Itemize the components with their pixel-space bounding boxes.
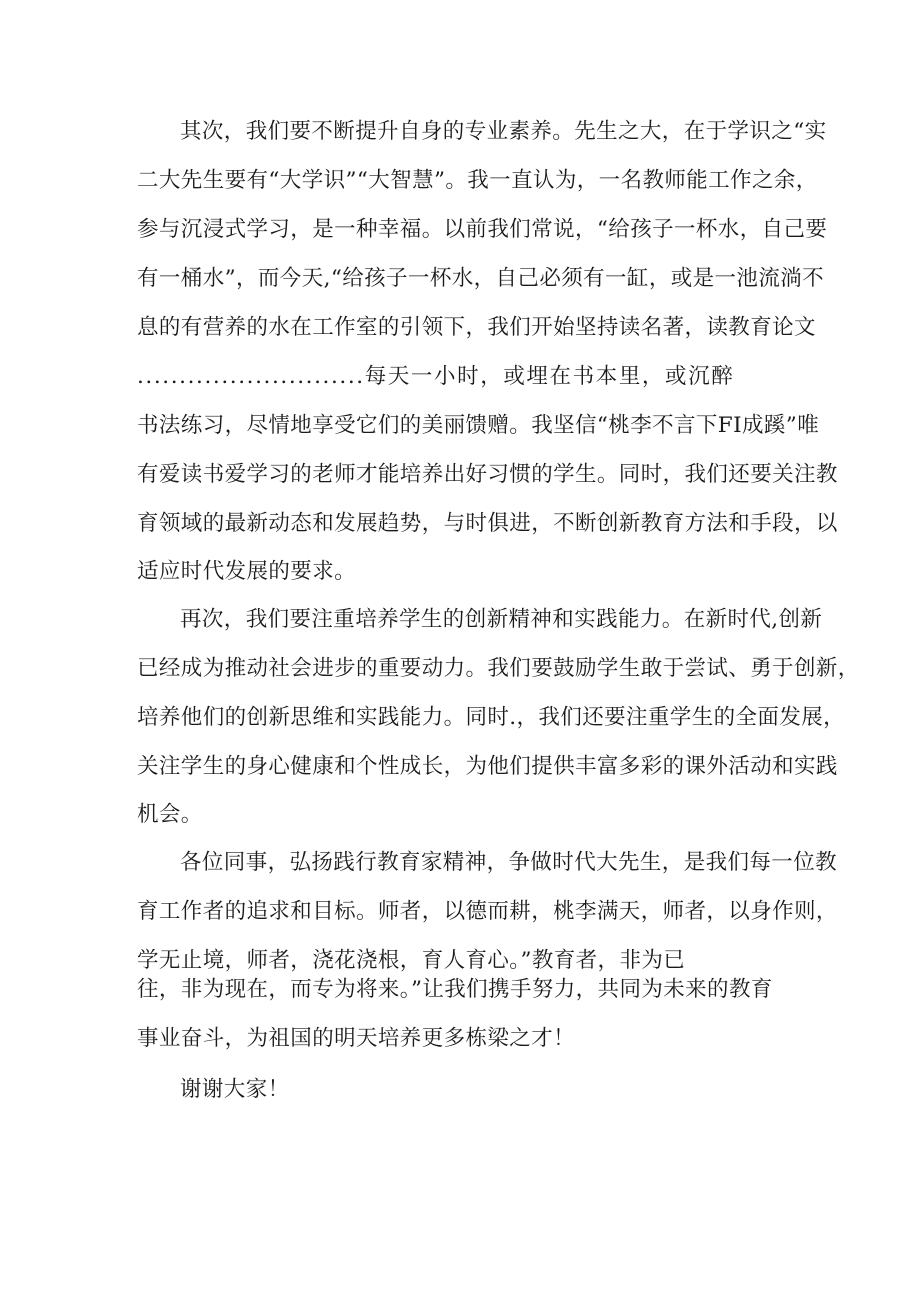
paragraph-1-line-5: 息的有营养的水在工作室的引领下，我们开始坚持读名著，读教育论文 [137, 315, 816, 340]
paragraph-3-line-1: 各位同事，弘扬践行教育家精神，争做时代大先生，是我们每一位教 [180, 850, 838, 875]
paragraph-1-line-6: ...........................每天一小时，或埋在书本里，或沉醉 [137, 364, 735, 389]
paragraph-1-line-4: 有一桶水”，而今天,“给孩子一杯水，自己必须有一缸，或是一池流淌不 [137, 266, 825, 291]
paragraph-1-line-10: 适应时代发展的要求。 [137, 559, 357, 584]
paragraph-2-line-5: 机会。 [137, 802, 203, 827]
paragraph-2-line-2: 已经成为推动社会进步的重要动力。我们要鼓励学生敢于尝试、勇于创新， [137, 656, 860, 681]
paragraph-2-line-3: 培养他们的创新思维和实践能力。同时.，我们还要注重学生的全面发展， [137, 705, 846, 730]
paragraph-1-line-8: 有爱读书爱学习的老师才能培养出好习惯的学生。同时，我们还要关注教 [137, 462, 838, 487]
paragraph-3-line-2: 育工作者的追求和目标。师者，以德而耕，桃李满天，师者，以身作则， [137, 899, 838, 924]
paragraph-2-line-1: 再次，我们要注重培养学生的创新精神和实践能力。在新时代,创新 [180, 607, 823, 632]
closing-thanks: 谢谢大家！ [180, 1077, 290, 1102]
paragraph-3-line-5: 事业奋斗，为祖国的明天培养更多栋梁之才！ [137, 1026, 576, 1051]
paragraph-1-line-2: 二大先生要有“大学识”“大智慧”。我一直认为，一名教师能工作之余， [137, 168, 818, 193]
paragraph-1-line-1: 其次，我们要不断提升自身的专业素养。先生之大，在于学识之“实 [180, 119, 827, 144]
paragraph-1-line-3: 参与沉浸式学习，是一种幸福。以前我们常说，“给孩子一杯水，自己要 [137, 217, 828, 242]
paragraph-2-line-4: 关注学生的身心健康和个性成长，为他们提供丰富多彩的课外活动和实践 [137, 754, 838, 779]
paragraph-3-line-3: 学无止境，师者，浇花浇根，育人育心。”教育者，非为已 [137, 948, 686, 973]
paragraph-3-line-4: 往，非为现在，而专为将来。”让我们携手努力，共同为未来的教育 [137, 977, 773, 1002]
paragraph-1-line-9: 育领域的最新动态和发展趋势，与时俱进，不断创新教育方法和手段，以 [137, 511, 838, 536]
paragraph-1-line-7: 书法练习，尽情地享受它们的美丽馈赠。我坚信“桃李不言下FI成蹊”唯 [137, 413, 820, 438]
